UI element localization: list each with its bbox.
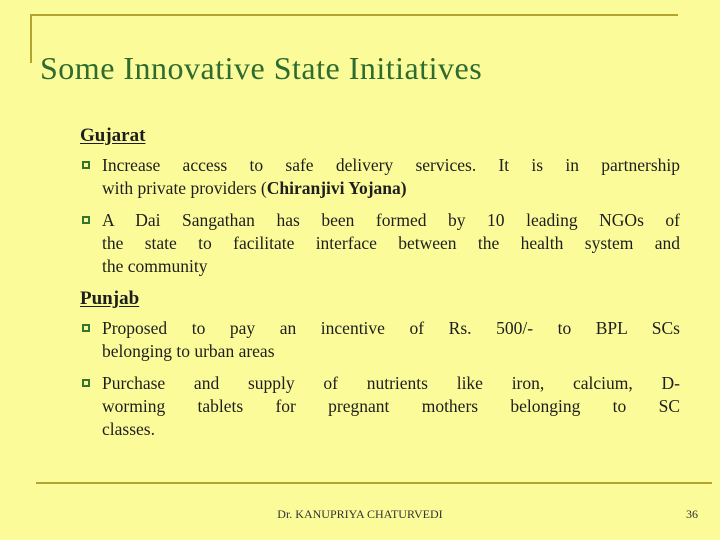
bullet-item (80, 372, 680, 441)
bullet-text-line: belonging to urban areas (102, 341, 275, 361)
bullet-text (102, 209, 680, 278)
bullet-text-line: worming tablets for pregnant mothers belonging to SC (102, 396, 680, 416)
bullet-text-line: Proposed to pay an incentive of Rs. 500/- to BPL SCs (102, 318, 680, 338)
bullet-text-line: the community (102, 256, 208, 276)
slide-body (80, 124, 680, 450)
bullet-square-icon (82, 161, 90, 169)
bullet-text-line: Increase access to safe delivery services. It is in partnership (102, 155, 680, 175)
footer (0, 507, 720, 522)
bullet-item (80, 209, 680, 278)
bullet-item (80, 154, 680, 200)
title-rule-horizontal (30, 14, 678, 16)
bullet-text (102, 317, 680, 363)
slide-title: Some Innovative State Initiatives (40, 50, 483, 86)
bullet-text (102, 372, 680, 441)
bullet-text (102, 154, 680, 200)
bullet-text-line: the state to facilitate interface between the health system and (102, 233, 680, 253)
section-punjab (80, 287, 680, 441)
bullet-text-line: A Dai Sangathan has been formed by 10 leading NGOs of (102, 210, 680, 230)
footer-rule (36, 482, 712, 484)
bullet-text-line: with private providers (Chiranjivi Yojana) (102, 178, 407, 198)
page-number: 36 (686, 507, 698, 521)
section-heading-gujarat: Gujarat (80, 125, 146, 146)
bullet-text-line: Purchase and supply of nutrients like iron, calcium, D- (102, 373, 680, 393)
bullet-square-icon (82, 324, 90, 332)
bullet-square-icon (82, 379, 90, 387)
footer-author: Dr. KANUPRIYA CHATURVEDI (277, 507, 443, 521)
bullet-square-icon (82, 216, 90, 224)
section-gujarat (80, 124, 680, 278)
bullet-text-line: classes. (102, 419, 155, 439)
section-heading-punjab: Punjab (80, 288, 140, 309)
bullet-item (80, 317, 680, 363)
title-rule-vertical (30, 14, 32, 63)
